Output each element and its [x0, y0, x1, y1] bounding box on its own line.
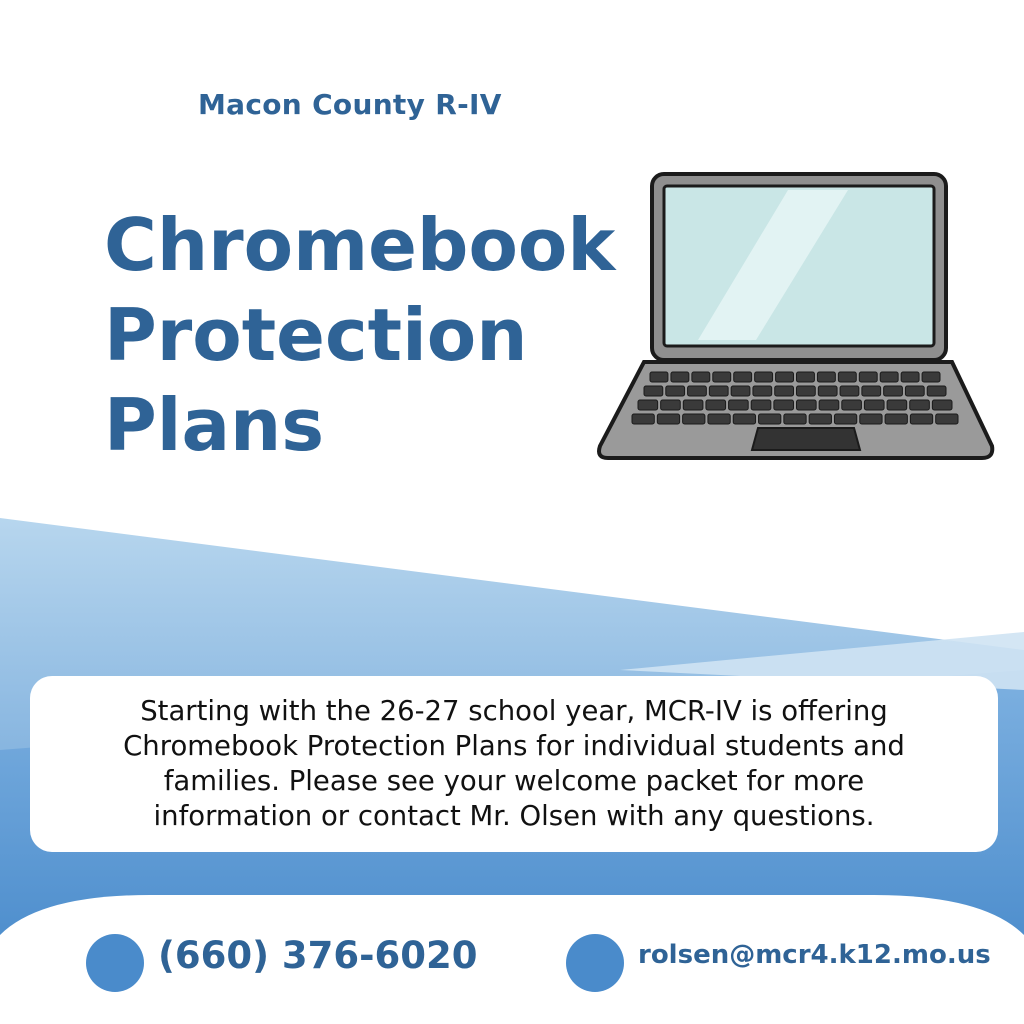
keyboard-key — [905, 386, 924, 396]
keyboard-key — [731, 386, 750, 396]
keyboard-key — [683, 414, 705, 424]
email-address[interactable]: rolsen@mcr4.k12.mo.us — [638, 940, 991, 970]
keyboard-key — [936, 414, 958, 424]
keyboard-key — [775, 386, 794, 396]
keyboard-key — [644, 386, 663, 396]
keyboard-key — [671, 372, 689, 382]
keyboard-key — [842, 400, 862, 410]
keyboard-key — [776, 372, 794, 382]
keyboard-key — [887, 400, 907, 410]
keyboard-key — [661, 400, 681, 410]
keyboard-key — [733, 414, 755, 424]
info-box — [30, 676, 998, 852]
keyboard-key — [880, 372, 898, 382]
title-line-2: Protection — [104, 293, 528, 377]
keyboard-key — [859, 372, 877, 382]
keyboard-key — [734, 372, 752, 382]
keyboard-key — [819, 400, 839, 410]
keyboard-key — [834, 414, 856, 424]
keyboard-key — [759, 414, 781, 424]
keyboard-key — [797, 400, 817, 410]
keyboard-key — [864, 400, 884, 410]
keyboard-key — [910, 400, 930, 410]
keyboard-key — [774, 400, 794, 410]
keyboard-key — [666, 386, 685, 396]
keyboard-key — [927, 386, 946, 396]
keyboard-key — [755, 372, 773, 382]
keyboard-key — [860, 414, 882, 424]
keyboard-key — [901, 372, 919, 382]
page-title — [104, 200, 615, 470]
keyboard-key — [910, 414, 932, 424]
keyboard-key — [922, 372, 940, 382]
keyboard-key — [688, 386, 707, 396]
keyboard-key — [885, 414, 907, 424]
keyboard-key — [797, 386, 816, 396]
info-text: Starting with the 26-27 school year, MCR-IV is offering Chromebook Protection Plans for individual students and families. Please see your welcome packet for more information or contact Mr. Olsen with any questions. — [123, 695, 905, 832]
phone-number[interactable]: (660) 376-6020 — [158, 934, 478, 977]
keyboard-key — [809, 414, 831, 424]
keyboard-key — [932, 400, 952, 410]
keyboard-key — [692, 372, 710, 382]
keyboard-key — [638, 400, 658, 410]
keyboard-key — [797, 372, 815, 382]
keyboard-key — [657, 414, 679, 424]
keyboard-key — [838, 372, 856, 382]
circle-icon — [566, 934, 624, 992]
keyboard-key — [884, 386, 903, 396]
keyboard-key — [708, 414, 730, 424]
keyboard-key — [818, 386, 837, 396]
keyboard-key — [784, 414, 806, 424]
title-line-1: Chromebook — [104, 203, 616, 287]
circle-icon — [86, 934, 144, 992]
keyboard-key — [706, 400, 726, 410]
keyboard-key — [751, 400, 771, 410]
keyboard-key — [632, 414, 654, 424]
district-name: Macon County R-IV — [198, 88, 502, 121]
keyboard-key — [817, 372, 835, 382]
keyboard-key — [683, 400, 703, 410]
keyboard-key — [862, 386, 881, 396]
laptop-icon — [588, 168, 1000, 468]
title-line-3: Plans — [104, 383, 325, 467]
keyboard-key — [713, 372, 731, 382]
keyboard-key — [650, 372, 668, 382]
keyboard-key — [709, 386, 728, 396]
keyboard-key — [729, 400, 749, 410]
keyboard-key — [753, 386, 772, 396]
keyboard-key — [840, 386, 859, 396]
